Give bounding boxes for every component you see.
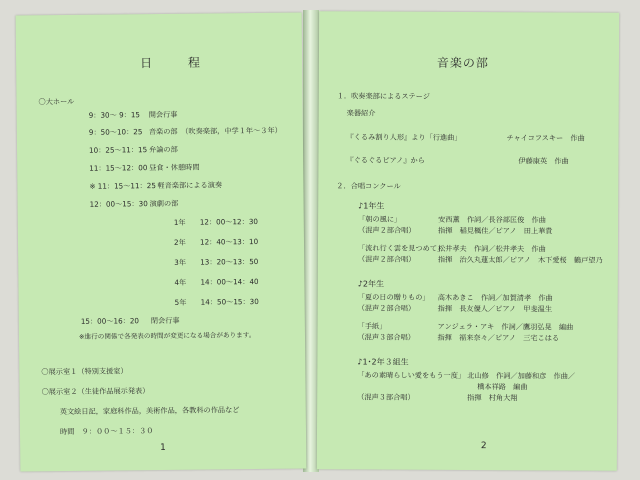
- drama-grade: 5年: [174, 297, 187, 307]
- song-staff: 指揮 長友優人／ピアノ 甲斐温生: [437, 303, 553, 314]
- song-title: 「あの素晴らしい愛をもう一度」: [357, 370, 466, 380]
- song-staff: 指揮 稲見楓佳／ピアノ 田上華貴: [438, 225, 553, 236]
- schedule-event: 弁論の部: [148, 144, 178, 155]
- grade-heading: ♪1年生: [358, 201, 385, 211]
- song-type: （混声２部合唱）: [357, 254, 416, 264]
- piece-title: 『くるみ割り人形』より「行進曲」: [346, 132, 462, 142]
- page-number: 1: [160, 442, 166, 454]
- song-composer: 北山修 作詞／加藤和彦 作曲／: [467, 370, 576, 381]
- song-arranger: 橋本祥路 編曲: [477, 382, 528, 392]
- schedule-event: 昼食・休憩時間: [149, 162, 200, 173]
- song-composer: 高木あきこ 作詞／加賀清孝 作曲: [437, 292, 553, 303]
- exhibit-time: 時間 ９：００～１５：３０: [59, 426, 154, 437]
- drama-grade: 4年: [174, 277, 187, 287]
- drama-grade: 2年: [173, 237, 186, 247]
- page-title: 音楽の部: [436, 55, 489, 71]
- schedule-event: 演劇の部: [149, 198, 179, 209]
- page-number: 2: [480, 441, 487, 452]
- song-type: （混声２部合唱）: [358, 225, 416, 235]
- piece-credit: 伊藤康英 作曲: [518, 156, 569, 166]
- song-staff: 指揮 治久丸蓮太郎／ピアノ 木下愛桜 鶴戸望乃: [437, 254, 603, 265]
- exhibit-room-1: 〇展示室１（特別支援室）: [41, 366, 128, 377]
- schedule-page: [16, 13, 307, 472]
- schedule-event: 音楽の部 （吹奏楽部，中学１年～３年）: [148, 125, 282, 137]
- song-staff: 指揮 村角大翔: [467, 392, 518, 403]
- piece-title: 『ぐるぐるピアノ』から: [346, 155, 425, 165]
- song-composer: 安西薫 作詞／長谷部匡俊 作曲: [438, 214, 546, 225]
- drama-time: 12：40～13：10: [199, 236, 259, 247]
- drama-grade: 3年: [174, 257, 187, 267]
- schedule-note: ※進行の関係で各発表の時間が変更になる場合があります。: [78, 331, 256, 341]
- song-title: 「夏の日の贈りもの」: [357, 292, 430, 302]
- page-title: 日 程: [140, 55, 217, 71]
- drama-grade: 1年: [173, 217, 186, 227]
- closing-event: 閉会行事: [150, 315, 180, 326]
- schedule-time: 11：15～12：00: [89, 163, 148, 173]
- grade-heading: ♪2年生: [357, 279, 385, 289]
- schedule-time: 12：00～15：30: [89, 199, 148, 209]
- song-type: （混声３部合唱）: [357, 392, 415, 402]
- exhibit-description: 英文絵日記，家庭科作品，美術作品，各教科の作品など: [59, 405, 240, 417]
- song-title: 「朝の風に」: [358, 214, 402, 224]
- drama-time: 13：20～13：50: [200, 256, 259, 267]
- closing-time: 15：00～16：20: [80, 316, 140, 326]
- drama-time: 14：50～15：30: [200, 296, 259, 307]
- song-type: （混声２部合唱）: [357, 303, 416, 313]
- schedule-time: ※ 11：15～11：25: [89, 181, 156, 191]
- drama-time: 12：00～12：30: [199, 216, 258, 227]
- song-composer: アンジェラ・アキ 作詞／鷹羽弘晃 編曲: [437, 321, 574, 332]
- schedule-event: 軽音楽部による演奏: [157, 180, 223, 191]
- venue-heading: 〇大ホール: [38, 96, 75, 107]
- schedule-time: 9：30～ 9：15: [88, 110, 141, 120]
- schedule-event: 開会行事: [148, 109, 178, 120]
- song-type: （混声３部合唱）: [357, 332, 416, 342]
- program-item: 楽器紹介: [346, 108, 376, 118]
- schedule-time: 9：50～10：25: [88, 127, 143, 137]
- song-staff: 指揮 福来奈々／ピアノ 三宅こはる: [437, 332, 560, 343]
- song-composer: 松井孝夫 作詞／松井孝夫 作曲: [437, 243, 546, 254]
- exhibit-room-2: 〇展示室２（生徒作品展示発表）: [41, 386, 150, 397]
- section-heading: ２．合唱コンクール: [336, 181, 401, 191]
- section-heading: １．吹奏楽部によるステージ: [336, 91, 430, 101]
- song-title: 「流れ行く雲を見つめて」: [357, 243, 445, 253]
- piece-credit: チャイコフスキー 作曲: [506, 133, 585, 143]
- song-title: 「手紙」: [357, 321, 387, 331]
- music-program-page: [317, 11, 619, 471]
- schedule-time: 10：25～11：15: [88, 145, 148, 155]
- grade-heading: ♪1･2年３組生: [357, 357, 409, 367]
- drama-time: 14：00～14：40: [200, 276, 259, 287]
